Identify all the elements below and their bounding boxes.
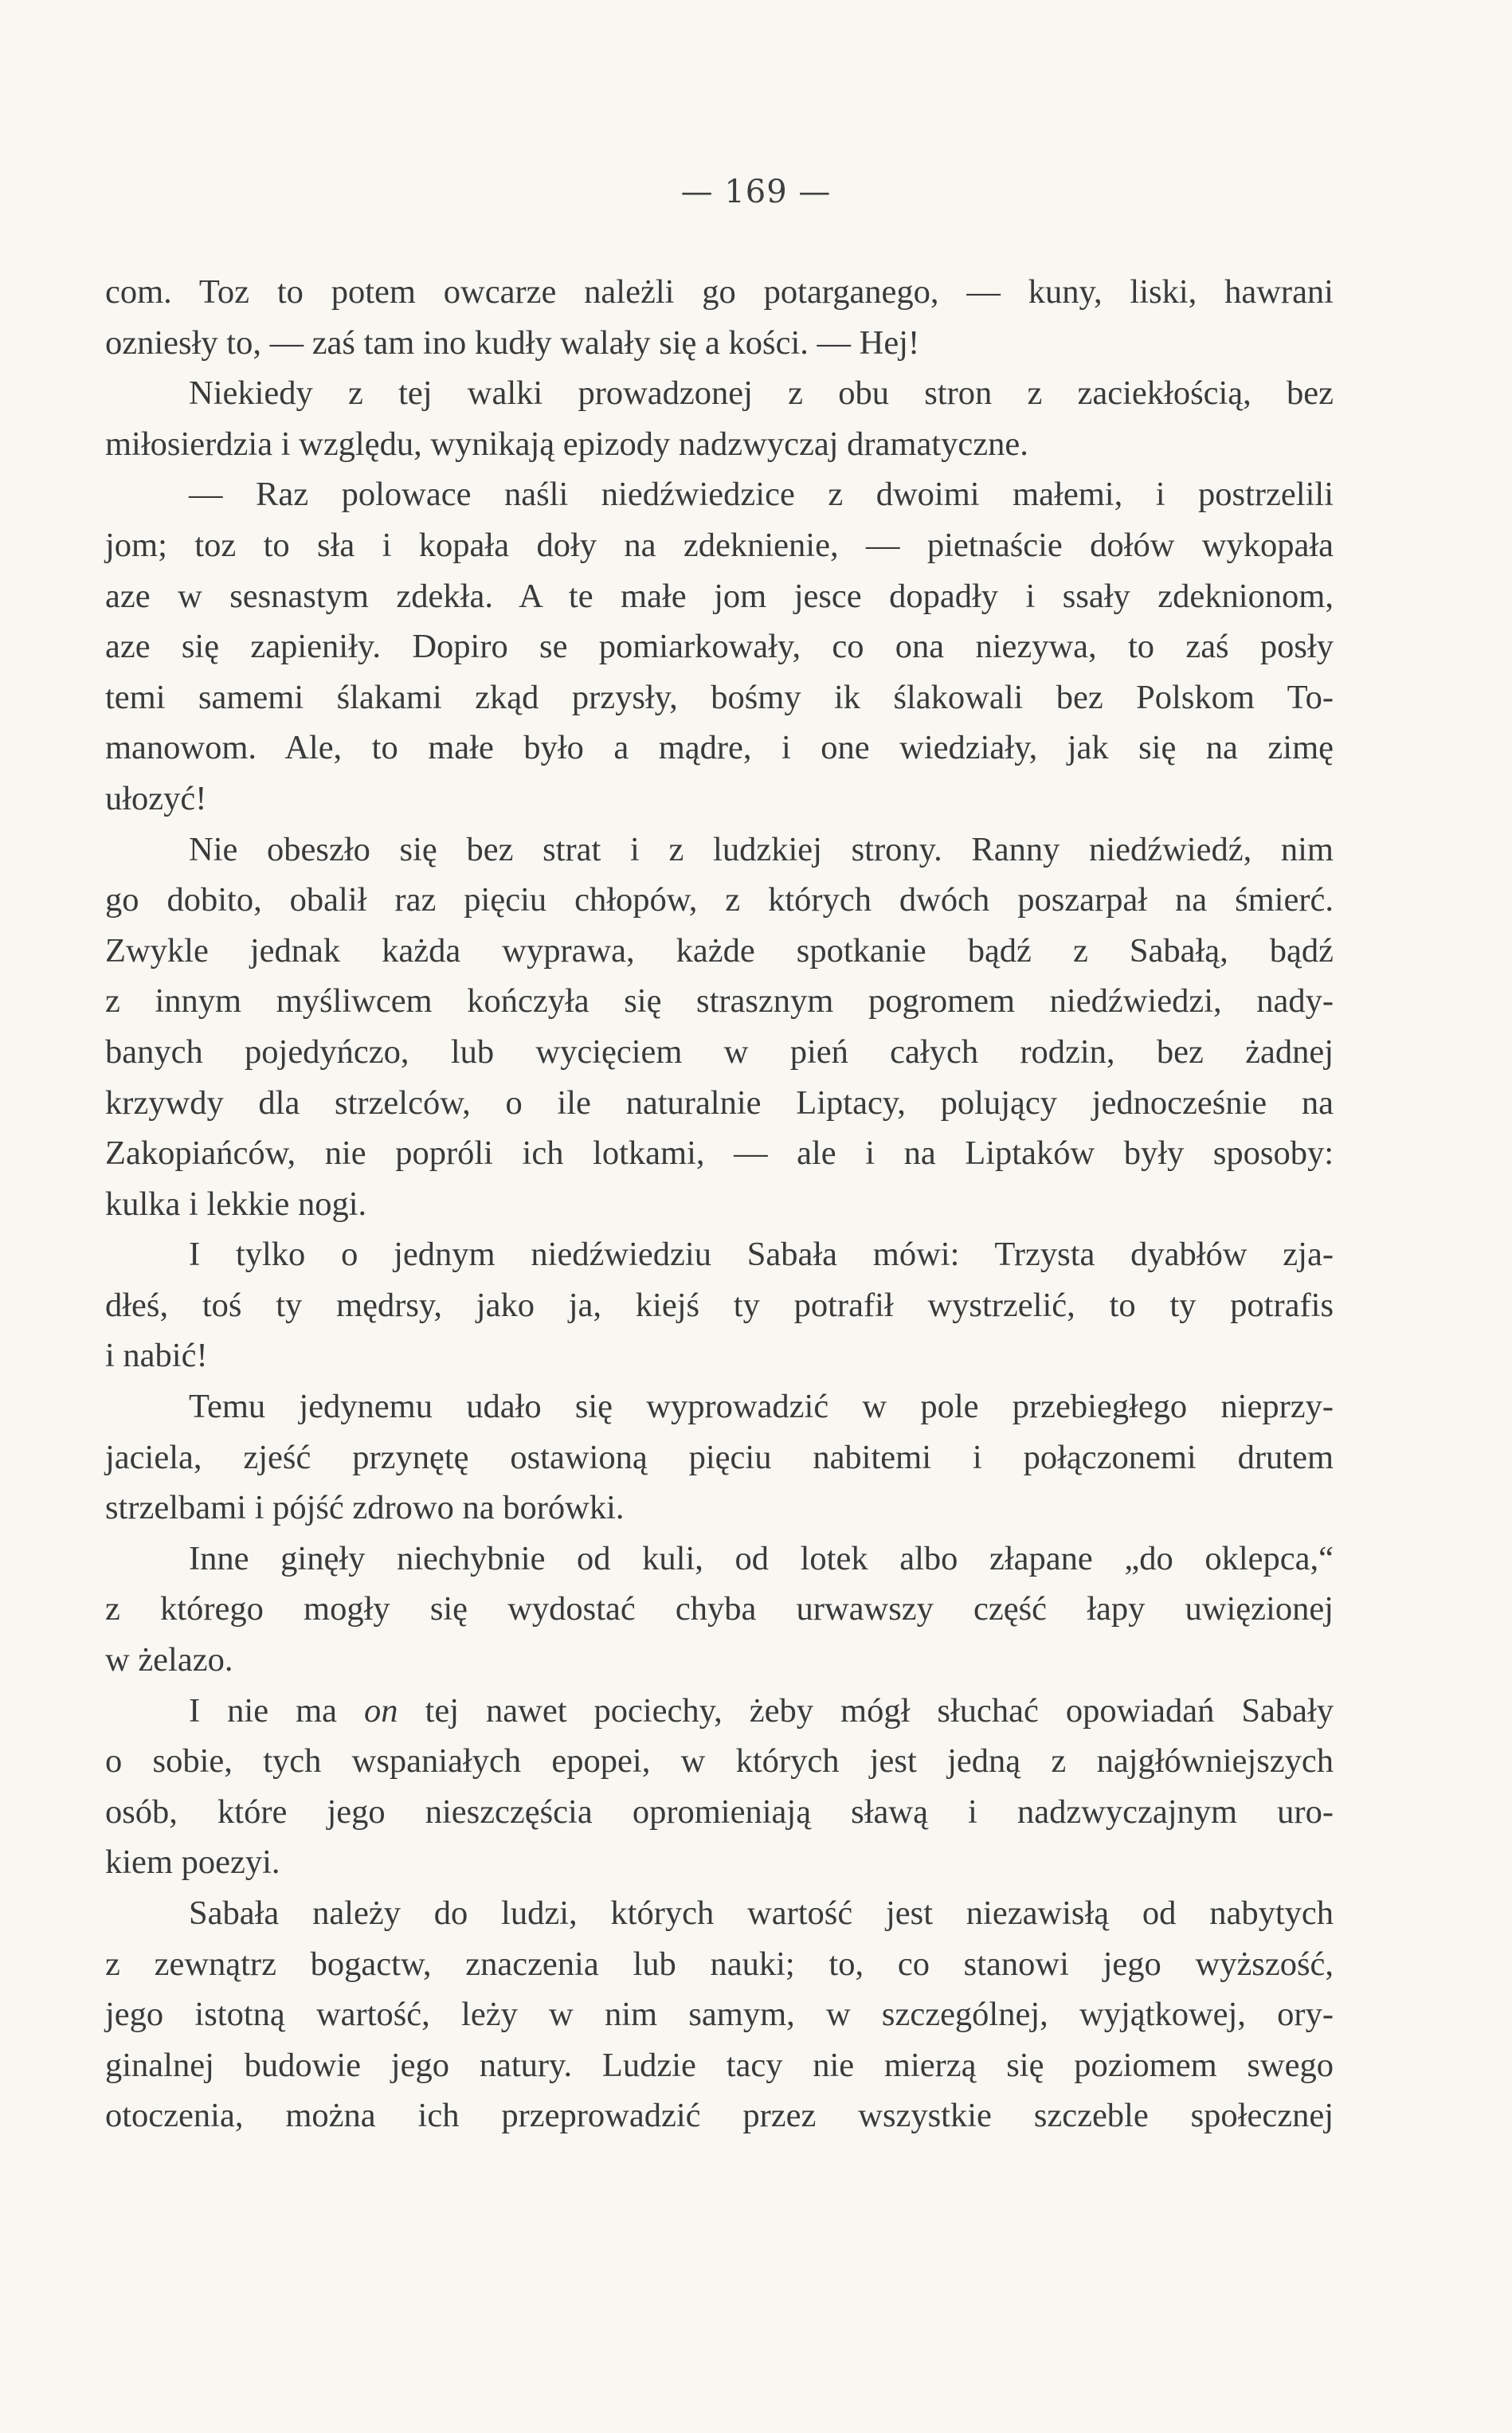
text-line: Niekiedy z tej walki prowadzonej z obu stron z zaciekłością, bez — [189, 374, 1334, 413]
text-line: kiem poezyi. — [105, 1843, 280, 1882]
text-line — [105, 1686, 1334, 1737]
text-line: Temu jedynemu udało się wyprowadzić w pole przebiegłego nieprzy- — [189, 1388, 1334, 1426]
text-line: ułozyć! — [105, 779, 207, 817]
text-line: aze w sesnastym zdekła. A te małe jom jesce dopadły i ssały zdeknionom, — [105, 577, 1334, 615]
text-line: w żelazo. — [105, 1641, 233, 1679]
text-line: kulka i lekkie nogi. — [105, 1185, 367, 1223]
italic-word: on — [364, 1691, 398, 1730]
text-line: Inne ginęły niechybnie od kuli, od lotek albo złapane „do oklepca,“ — [189, 1539, 1334, 1577]
text-line: manowom. Ale, to małe było a mądre, i one wiedziały, jak się na zimę — [105, 729, 1334, 767]
text-line: z którego mogły się wydostać chyba urwawszy część łapy uwięzionej — [105, 1590, 1334, 1628]
text-line: z innym myśliwcem kończyła się strasznym pogromem niedźwiedzi, nady- — [105, 982, 1334, 1021]
text-line: ginalnej budowie jego natury. Ludzie tacy nie mierzą się poziomem swego — [105, 2046, 1334, 2084]
text-line: strzelbami i pójść zdrowo na borówki. — [105, 1489, 625, 1527]
text-line: Zakopiańców, nie popróli ich lotkami, — ale i na Liptaków były sposoby: — [105, 1134, 1334, 1173]
text-line: Sabała należy do ludzi, których wartość jest niezawisłą od nabytych — [189, 1894, 1334, 1932]
text-line: krzywdy dla strzelców, o ile naturalnie Liptacy, polujący jednocześnie na — [105, 1083, 1334, 1122]
page-number: — 169 — — [680, 174, 832, 210]
text-line: Zwykle jednak każda wyprawa, każde spotkanie bądź z Sabałą, bądź — [105, 931, 1334, 970]
text-line: jom; toz to sła i kopała doły na zdeknienie, — pietnaście dołów wykopała — [105, 526, 1334, 564]
text-line: ozniesły to, — zaś tam ino kudły walały się a kości. — Hej! — [105, 323, 920, 362]
text-line: — Raz polowace naśli niedźwiedzice z dwoimi małemi, i postrzelili — [189, 476, 1334, 514]
text-line: o sobie, tych wspaniałych epopei, w których jest jedną z najgłówniejszych — [105, 1742, 1334, 1781]
text-line: osób, które jego nieszczęścia opromieniają sławą i nadzwyczajnym uro- — [105, 1792, 1334, 1831]
text-line: dłeś, toś ty mędrsy, jako ja, kiejś ty potrafił wystrzelić, to ty potrafis — [105, 1286, 1334, 1324]
page-text-body — [105, 267, 1334, 2141]
text-line: banych pojedyńczo, lub wycięciem w pień całych rodzin, bez żadnej — [105, 1032, 1334, 1071]
text-line: I tylko o jednym niedźwiedziu Sabała mówi: Trzysta dyabłów zja- — [189, 1236, 1334, 1274]
text-line: Nie obeszło się bez strat i z ludzkiej strony. Ranny niedźwiedź, nim — [189, 830, 1334, 868]
text-line: i nabić! — [105, 1337, 208, 1375]
text-line: aze się zapieniły. Dopiro se pomiarkowały, co ona niezywa, to zaś posły — [105, 628, 1334, 666]
text-line: go dobito, obalił raz pięciu chłopów, z których dwóch poszarpał na śmierć. — [105, 881, 1334, 919]
text-segment: I nie ma — [189, 1691, 365, 1730]
text-line: miłosierdzia i względu, wynikają epizody nadzwyczaj dramatyczne. — [105, 425, 1028, 463]
text-line: temi samemi ślakami zkąd przysły, bośmy ik ślakowali bez Polskom To- — [105, 678, 1334, 716]
text-line: jego istotną wartość, leży w nim samym, w szczególnej, wyjątkowej, ory- — [105, 1996, 1334, 2034]
text-line: com. Toz to potem owcarze należli go potarganego, — kuny, liski, hawrani — [105, 273, 1334, 311]
text-line: z zewnątrz bogactw, znaczenia lub nauki; to, co stanowi jego wyższość, — [105, 1945, 1334, 1983]
text-line: otoczenia, można ich przeprowadzić przez wszystkie szczeble społecznej — [105, 2097, 1334, 2135]
text-segment: tej nawet pociechy, żeby mógł słuchać opowiadań Sabały — [398, 1691, 1334, 1730]
text-line: jaciela, zjeść przynętę ostawioną pięciu nabitemi i połączonemi drutem — [105, 1438, 1334, 1476]
